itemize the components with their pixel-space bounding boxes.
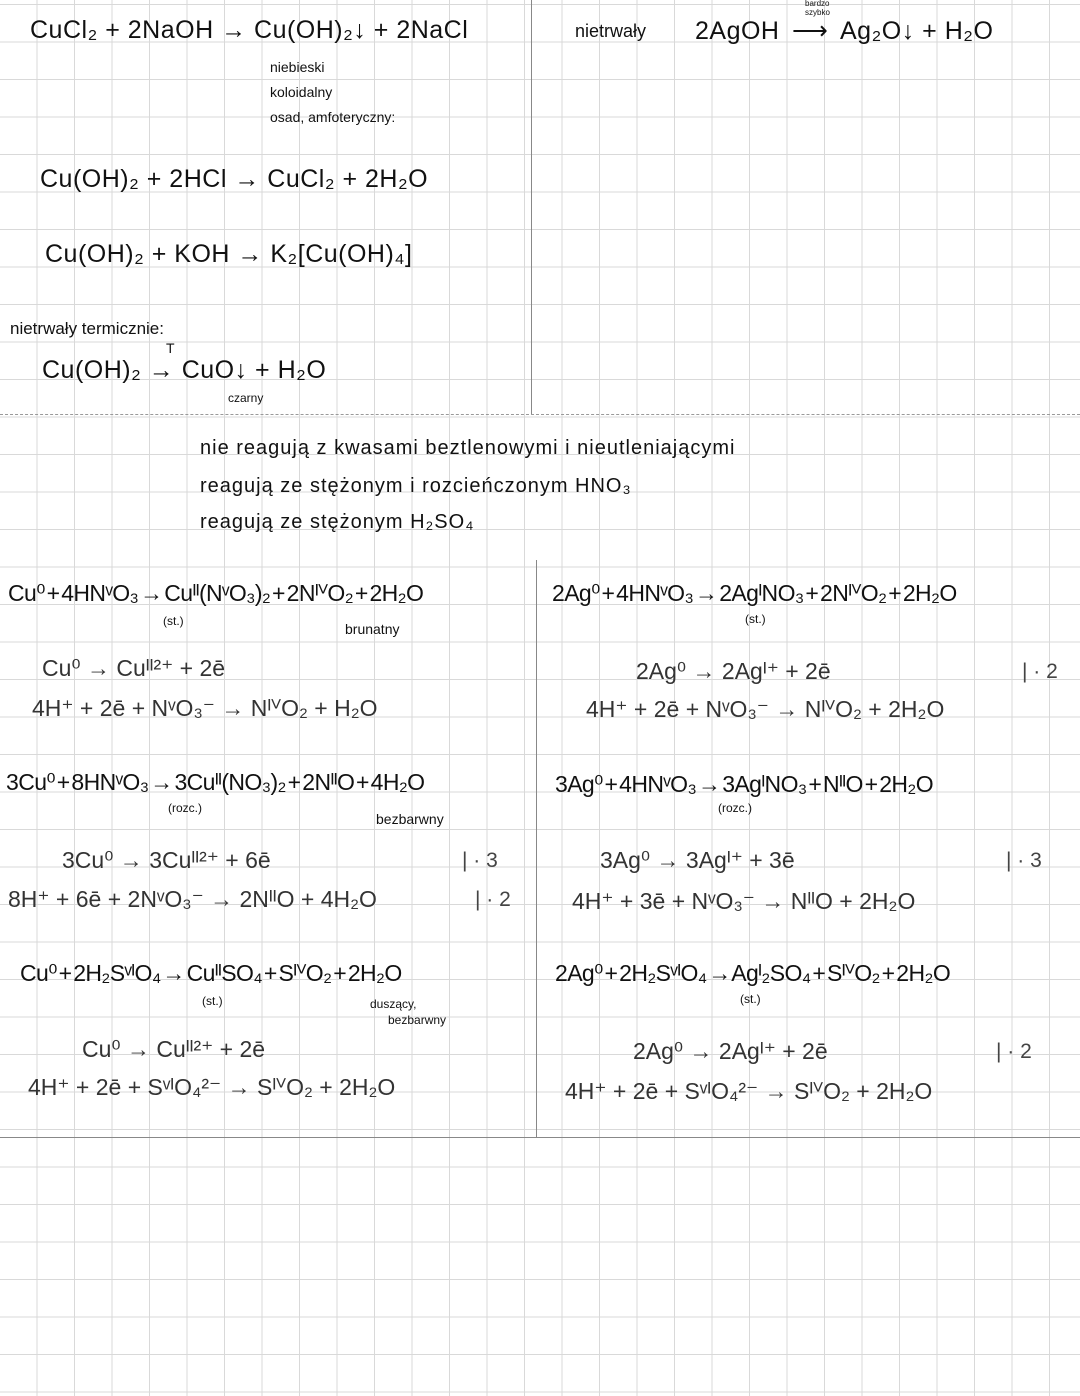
cu-hno3-conc-half-2: 4H⁺ + 2ē + NᵛO₃⁻ → NᴵⱽO₂ + H₂O: [32, 695, 378, 721]
middle-note-1: nie reagują z kwasami beztlenowymi i nieutleniającymi: [200, 437, 736, 459]
ag-hno3-conc-condition: (st.): [745, 612, 766, 626]
ag-hno3-dil-condition: (rozc.): [718, 801, 752, 815]
equation-cuoh2-decomposition: Cu(OH)₂ → CuO↓ + H₂O: [42, 356, 327, 384]
note-bezbarwny: bezbarwny: [376, 811, 444, 827]
reactant-agoh: 2AgOH: [695, 17, 780, 45]
note-bezbarwny-so2: bezbarwny: [388, 1013, 447, 1027]
cu-h2so4-equation: Cu⁰ + 2H₂SᵛᴵO₄ → CuᴵᴵSO₄ + SᴵⱽO₂ + 2H₂O: [20, 960, 402, 986]
label-nietrwaly: nietrwały: [575, 21, 647, 41]
ag-hno3-dil-equation: 3Ag⁰ + 4HNᵛO₃ → 3AgᴵNO₃ + NᴵᴵO + 2H₂O: [555, 771, 934, 797]
section-divider-dashed: [0, 414, 1080, 415]
middle-note-2: reagują ze stężonym i rozcieńczonym HNO₃: [200, 475, 632, 497]
reaction-arrow: ⟶: [792, 17, 829, 45]
condition-temperature: T: [166, 340, 175, 356]
cu-hno3-dil-half-2: 8H⁺ + 6ē + 2NᵛO₃⁻ → 2NᴵᴵO + 4H₂O: [8, 886, 377, 912]
cu-hno3-conc-condition: (st.): [163, 614, 184, 628]
ag-h2so4-half-1: 2Ag⁰ → 2Agᴵ⁺ + 2ē: [633, 1038, 828, 1064]
cu-h2so4-half-2: 4H⁺ + 2ē + SᵛᴵO₄²⁻ → SᴵⱽO₂ + 2H₂O: [28, 1074, 396, 1100]
cu-h2so4-condition: (st.): [202, 994, 223, 1008]
ag-h2so4-multiplier: | · 2: [996, 1040, 1032, 1063]
cu-hno3-dil-multiplier-2: | · 2: [475, 888, 511, 911]
ag-hno3-conc-equation: 2Ag⁰ + 4HNᵛO₃ → 2AgᴵNO₃ + 2NᴵⱽO₂ + 2H₂O: [552, 580, 957, 606]
middle-note-3: reagują ze stężonym H₂SO₄: [200, 511, 475, 533]
note-osad-amfoteryczny: osad, amfoteryczny:: [270, 109, 396, 125]
ag-hno3-dil-half-2: 4H⁺ + 3ē + NᵛO₃⁻ → NᴵᴵO + 2H₂O: [572, 888, 916, 914]
section-divider-bottom: [0, 1137, 1080, 1138]
note-duszacy: duszący,: [370, 997, 417, 1011]
note-koloidalny: koloidalny: [270, 84, 333, 100]
ag-hno3-conc-half-2: 4H⁺ + 2ē + NᵛO₃⁻ → NᴵⱽO₂ + 2H₂O: [586, 696, 945, 722]
bottom-column-divider: [536, 560, 537, 1137]
cu-hno3-dil-multiplier-1: | · 3: [462, 849, 498, 872]
note-brunatny: brunatny: [345, 621, 400, 637]
condition-szybko: szybko: [805, 8, 830, 17]
products-ag2o-h2o: Ag₂O↓ + H₂O: [840, 17, 994, 45]
label-thermal-instability: nietrwały termicznie:: [10, 319, 164, 338]
ag-hno3-dil-multiplier: | · 3: [1006, 849, 1042, 872]
equation-cuoh2-koh: Cu(OH)₂ + KOH → K₂[Cu(OH)₄]: [45, 240, 413, 268]
cu-h2so4-half-1: Cu⁰ → Cuᴵᴵ²⁺ + 2ē: [82, 1036, 266, 1062]
condition-bardzo: bardzo: [805, 0, 830, 8]
equation-cucl2-naoh: CuCl₂ + 2NaOH → Cu(OH)₂↓ + 2NaCl: [30, 16, 469, 44]
cu-hno3-dil-half-1: 3Cu⁰ → 3Cuᴵᴵ²⁺ + 6ē: [62, 847, 271, 873]
ag-hno3-dil-half-1: 3Ag⁰ → 3Agᴵ⁺ + 3ē: [600, 847, 795, 873]
ag-h2so4-condition: (st.): [740, 992, 761, 1006]
note-czarny: czarny: [228, 391, 264, 405]
equation-cuoh2-hcl: Cu(OH)₂ + 2HCl → CuCl₂ + 2H₂O: [40, 165, 429, 193]
ag-h2so4-equation: 2Ag⁰ + 2H₂SᵛᴵO₄ → Agᴵ₂SO₄ + SᴵⱽO₂ + 2H₂O: [555, 960, 951, 986]
cu-hno3-dil-condition: (rozc.): [168, 801, 202, 815]
cu-hno3-dil-equation: 3Cu⁰ + 8HNᵛO₃ → 3Cuᴵᴵ(NO₃)₂ + 2NᴵᴵO + 4H₂O: [6, 769, 425, 795]
ag-hno3-conc-multiplier: | · 2: [1022, 660, 1058, 683]
ag-hno3-conc-half-1: 2Ag⁰ → 2Agᴵ⁺ + 2ē: [636, 658, 831, 684]
top-column-divider: [531, 0, 532, 415]
ag-h2so4-half-2: 4H⁺ + 2ē + SᵛᴵO₄²⁻ → SᴵⱽO₂ + 2H₂O: [565, 1078, 933, 1104]
cu-hno3-conc-half-1: Cu⁰ → Cuᴵᴵ²⁺ + 2ē: [42, 655, 226, 681]
note-niebieski: niebieski: [270, 59, 325, 75]
cu-hno3-conc-equation: Cu⁰ + 4HNᵛO₃ → Cuᴵᴵ(NᵛO₃)₂ + 2NᴵⱽO₂ + 2H₂O: [8, 580, 424, 606]
